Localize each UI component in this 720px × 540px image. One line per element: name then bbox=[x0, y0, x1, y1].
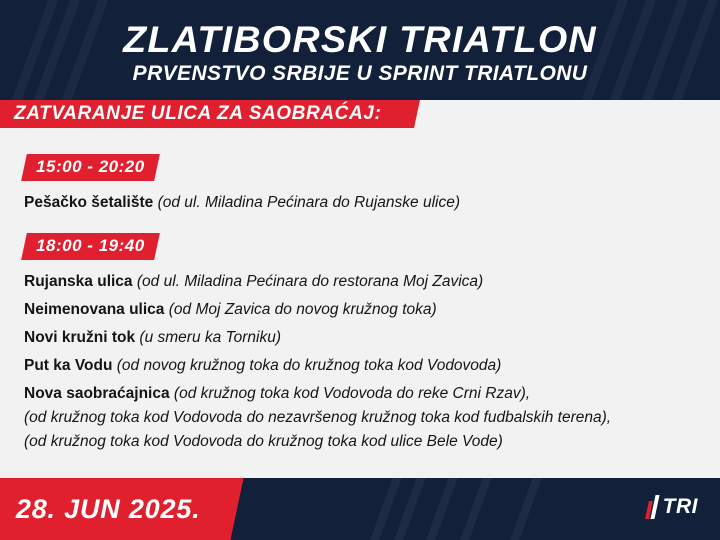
street-note: (od kružnog toka kod Vodovoda do reke Crni Rzav), bbox=[173, 385, 531, 402]
poster-footer bbox=[0, 478, 720, 540]
page-subtitle: PRVENSTVO SRBIJE U SPRINT TRIATLONU bbox=[132, 62, 588, 85]
schedule-content bbox=[0, 128, 720, 478]
banner-wrap bbox=[0, 100, 720, 128]
organizer-logo bbox=[647, 495, 698, 519]
street-name: Neimenovana ulica bbox=[24, 301, 165, 318]
time-badge bbox=[21, 233, 159, 260]
event-date-badge bbox=[0, 478, 243, 540]
road-closure-banner bbox=[0, 100, 420, 128]
street-note: (od ul. Miladina Pećinara do Rujanske ulice) bbox=[157, 194, 460, 211]
logo-bars-icon bbox=[647, 495, 659, 519]
road-closure-banner-label: ZATVARANJE ULICA ZA SAOBRAĆAJ: bbox=[14, 103, 382, 124]
poster-header bbox=[0, 0, 720, 100]
list-item bbox=[24, 326, 696, 350]
time-badge-label: 18:00 - 19:40 bbox=[36, 236, 145, 255]
street-name: Put ka Vodu bbox=[24, 357, 113, 374]
list-item bbox=[24, 382, 696, 454]
time-badge bbox=[21, 154, 159, 181]
list-item bbox=[24, 354, 696, 378]
time-badge-label: 15:00 - 20:20 bbox=[36, 157, 145, 176]
schedule-block-1 bbox=[24, 154, 696, 215]
street-name: Novi kružni tok bbox=[24, 329, 136, 346]
street-note-extra: (od kružnog toka kod Vodovoda do nezavršenog kružnog toka kod fudbalskih terena), bbox=[24, 409, 612, 426]
street-name: Nova saobraćajnica bbox=[24, 385, 170, 402]
street-name: Pešačko šetalište bbox=[24, 194, 154, 211]
street-note-extra-2: (od kružnog toka kod Vodovoda do kružnog toka kod ulice Bele Vode) bbox=[24, 433, 503, 450]
street-note: (u smeru ka Torniku) bbox=[139, 329, 281, 346]
event-date-label: 28. JUN 2025. bbox=[15, 493, 201, 524]
page-title: ZLATIBORSKI TRIATLON bbox=[123, 19, 597, 60]
street-name: Rujanska ulica bbox=[24, 273, 133, 290]
street-note: (od Moj Zavica do novog kružnog toka) bbox=[168, 301, 437, 318]
list-item bbox=[24, 298, 696, 322]
schedule-block-2 bbox=[24, 233, 696, 454]
street-note: (od ul. Miladina Pećinara do restorana Moj Zavica) bbox=[136, 273, 484, 290]
street-note: (od novog kružnog toka do kružnog toka kod Vodovoda) bbox=[116, 357, 502, 374]
list-item bbox=[24, 191, 696, 215]
logo-text: TRI bbox=[662, 495, 698, 518]
list-item bbox=[24, 270, 696, 294]
